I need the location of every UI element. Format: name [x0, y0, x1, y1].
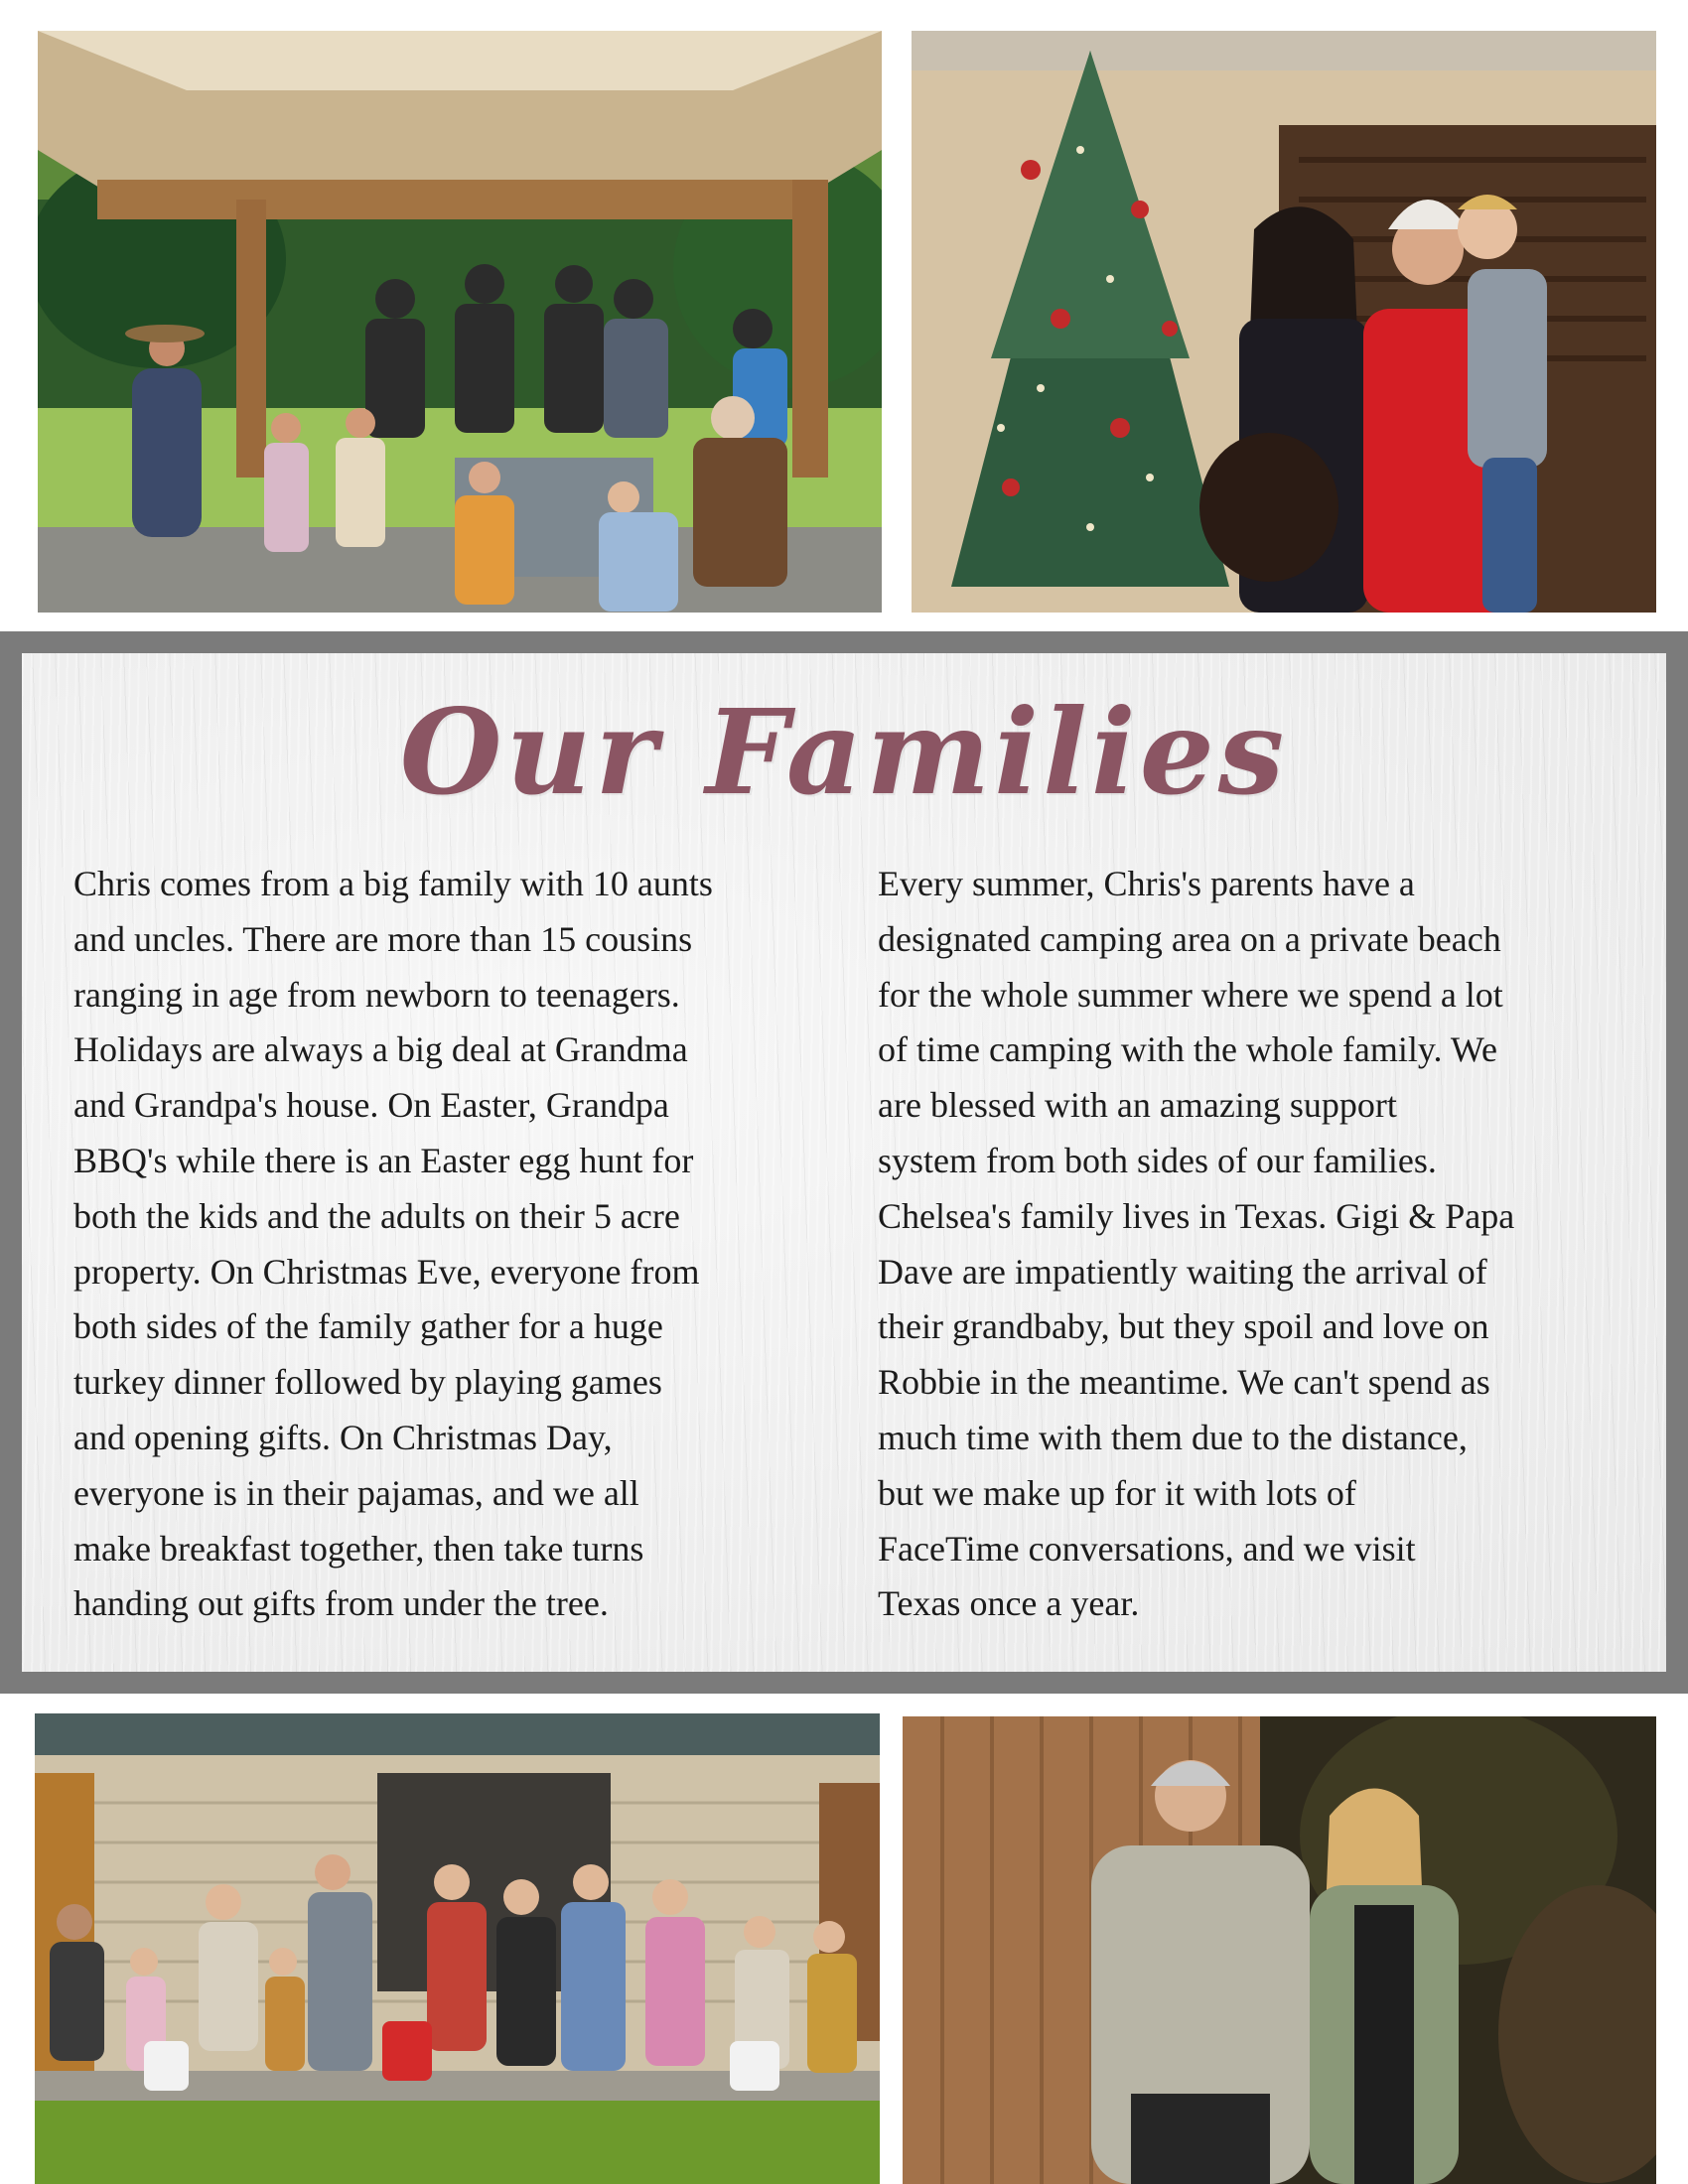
- easter-photo-illustration: [35, 1713, 880, 2184]
- story-panel: [22, 653, 1666, 1672]
- photo-family-gazebo: [38, 31, 882, 613]
- story-text-right: Every summer, Chris's parents have a designated camping area on a private beach for the whole summer where we spend a lot of time camping with the whole family. We are blessed with an amazing support system from both sides of our families. Chelsea's family lives in Texas. Gigi & Papa Dave are impatiently waiting the arrival of their grandbaby, but they spoil and love on Robbie in the meantime. We can't spend as much time with them due to the distance, but we make up for it with lots of FaceTime conversations, and we visit Texas once a year.: [878, 864, 1515, 1624]
- couple-photo-illustration: [903, 1716, 1656, 2184]
- story-text-left: Chris comes from a big family with 10 aunts and uncles. There are more than 15 cousins ranging in age from newborn to teenagers. Holidays are always a big deal at Grandma and Grandpa's house. On Easter, Grandpa BBQ's while there is an Easter egg hunt for both the kids and the adults on their 5 acre property. On Christmas Eve, everyone from both sides of the family gather for a huge turkey dinner followed by playing games and opening gifts. On Christmas Day, everyone is in their pajamas, and we all make breakfast together, then take turns handing out gifts from under the tree.: [73, 864, 713, 1624]
- photo-christmas-family: [912, 31, 1656, 613]
- christmas-photo-illustration: [912, 31, 1656, 613]
- photo-couple-fence: [903, 1716, 1656, 2184]
- gazebo-photo-illustration: [38, 31, 882, 613]
- story-band: [0, 631, 1688, 1694]
- page-title: Our Families: [399, 683, 1289, 821]
- photo-easter-group: [35, 1713, 880, 2184]
